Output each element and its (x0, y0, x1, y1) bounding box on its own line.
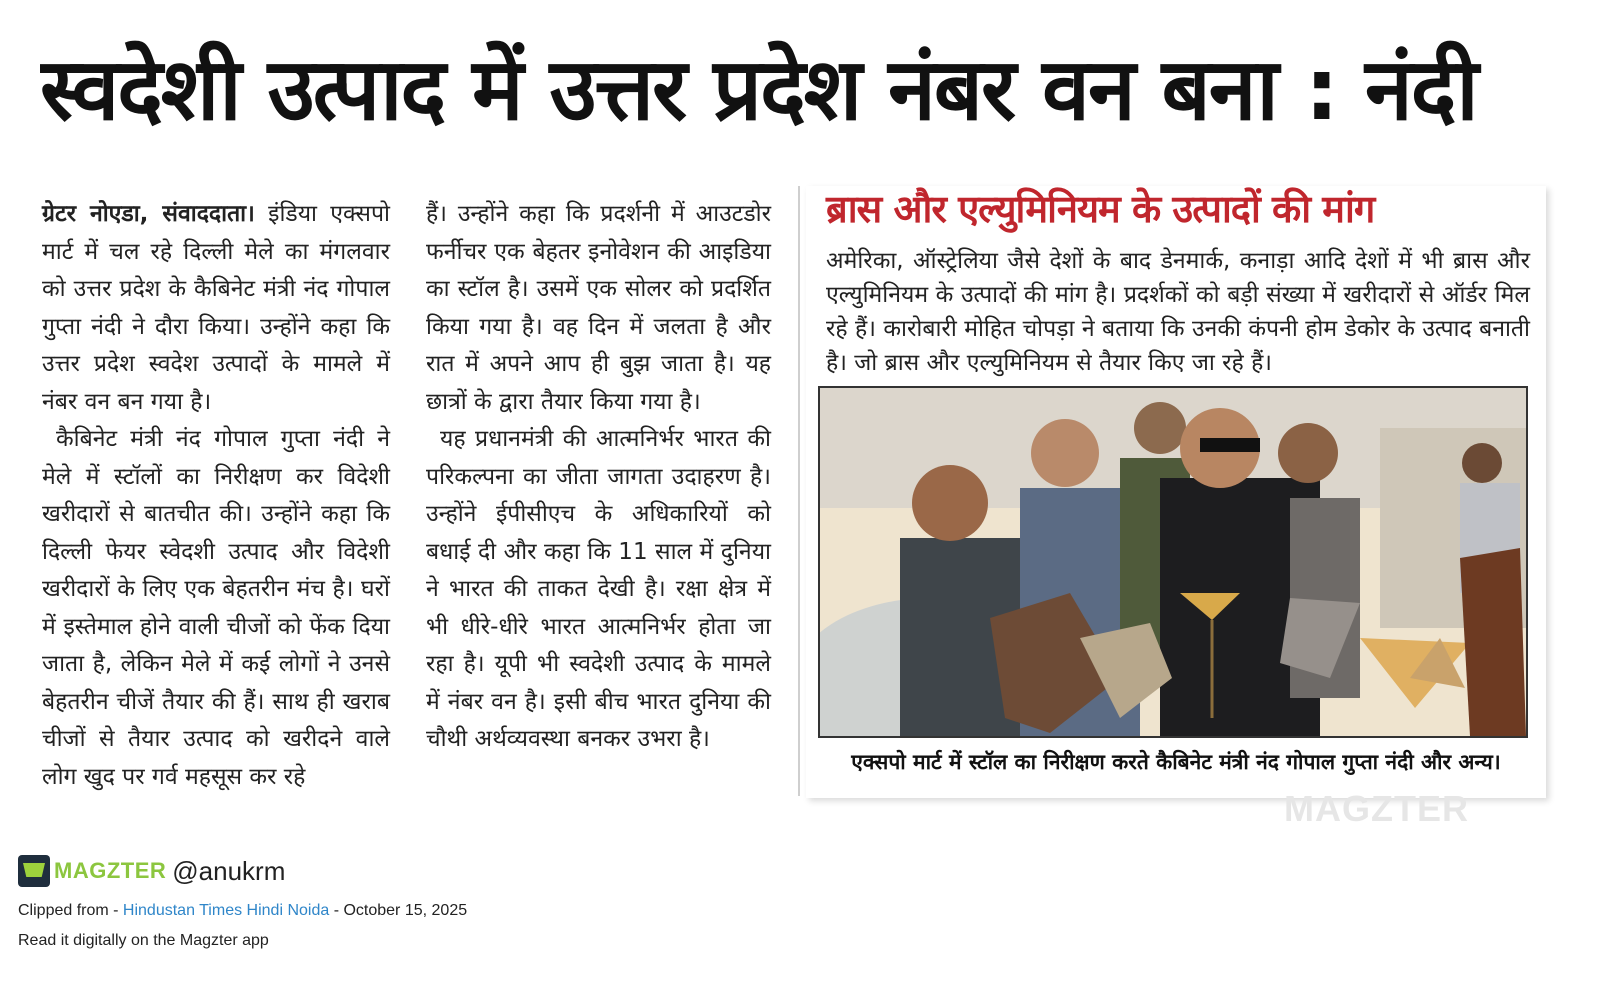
article-column-1 (42, 196, 390, 796)
news-photo (818, 386, 1528, 738)
clip-date: - October 15, 2025 (329, 902, 468, 919)
article-column-2 (426, 196, 771, 759)
clipped-prefix: Clipped from - (18, 902, 123, 919)
photo-caption: एक्सपो मार्ट में स्टॉल का निरीक्षण करते कैबिनेट मंत्री नंद गोपाल गुप्ता नंदी और अन्य। (851, 750, 1501, 774)
paragraph-1-text: इंडिया एक्सपो मार्ट में चल रहे दिल्ली मेले का मंगलवार को उत्तर प्रदेश के कैबिनेट मंत्री नंद गोपाल गुप्ता नंदी ने दौरा किया। उन्होंने कहा कि उत्तर प्रदेश स्वदेश उत्पादों के मामले में नंबर वन बन गया है। (42, 201, 390, 415)
dateline: ग्रेटर नोएडा, संवाददाता। (42, 201, 255, 227)
source-link[interactable]: Hindustan Times Hindi Noida (122, 902, 330, 919)
paragraph-4: यह प्रधानमंत्री की आत्मनिर्भर भारत की परिकल्पना का जीता जागता उदाहरण है। उन्होंने ईपीसीएच के अधिकारियों को बधाई दी और कहा कि 11 साल में दुनिया ने भारत की ताकत देखी है। रक्षा क्षेत्र में भी धीरे-धीरे भारत आत्मनिर्भर होता जा रहा है। यूपी भी स्वदेशी उत्पाद के मामले में नंबर वन है। इसी बीच भारत दुनिया की चौथी अर्थव्यवस्था बनकर उभरा है। (426, 426, 771, 752)
paragraph-1 (42, 196, 390, 421)
footer-brand (18, 852, 285, 890)
paragraph-2: कैबिनेट मंत्री नंद गोपाल गुप्ता नंदी ने मेले में स्टॉलों का निरीक्षण कर विदेशी खरीदारों से बातचीत की। उन्होंने कहा कि दिल्ली फेयर स्वेदशी उत्पाद और विदेशी खरीदारों के लिए एक बेहतरीन मंच है। घरों में इस्तेमाल होने वाली चीजों को फेंक दिया जाता है, लेकिन मेले में कई लोगों ने उनसे बेहतरीन चीजें तैयार की हैं। साथ ही खराब चीजों से तैयार उत्पाद को खरीदने वाले लोग खुद पर गर्व महसूस कर रहे (42, 426, 390, 790)
magzter-logo-icon (18, 855, 50, 887)
clipped-from-line (18, 902, 467, 920)
article-headline: स्वदेशी उत्पाद में उत्तर प्रदेश नंबर वन बना : नंदी (40, 40, 1477, 140)
column-divider (798, 186, 800, 796)
magzter-watermark: MAGZTER (1284, 788, 1469, 829)
paragraph-3: हैं। उन्होंने कहा कि प्रदर्शनी में आउटडोर फर्नीचर एक बेहतर इनोवेशन की आइडिया का स्टॉल है। उसमें एक सोलर को प्रदर्शित किया गया है। वह दिन में जलता है और रात में अपने आप ही बुझ जाता है। यह छात्रों के द्वारा तैयार किया गया है। (426, 201, 771, 415)
photo-illustration (820, 388, 1526, 736)
brand-name: MAGZTER (54, 858, 167, 883)
sidebar-subheadline: ब्रास और एल्युमिनियम के उत्पादों की मांग (826, 187, 1375, 231)
read-digitally-note: Read it digitally on the Magzter app (18, 932, 269, 949)
user-handle: @anukrm (172, 855, 286, 886)
sidebar-body: अमेरिका, ऑस्ट्रेलिया जैसे देशों के बाद डेनमार्क, कनाड़ा आदि देशों में भी ब्रास और एल्युमिनियम के उत्पादों की मांग है। प्रदर्शकों को बड़ी संख्या में खरीदारों से ऑर्डर मिल रहे हैं। कारोबारी मोहित चोपड़ा ने बताया कि उनकी कंपनी होम डेकोर के उत्पाद बनाती है। जो ब्रास और एल्युमिनियम से तैयार किए जा रहे हैं। (826, 248, 1530, 376)
